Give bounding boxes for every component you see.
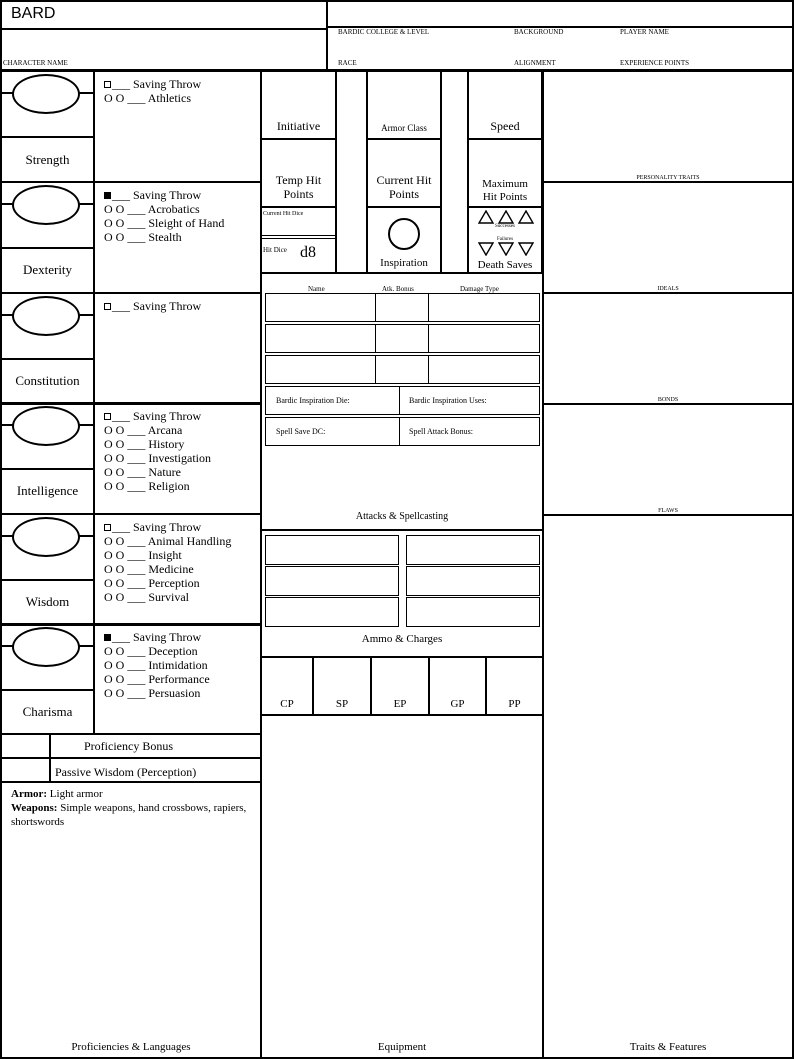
- intelligence-skills-box: [93, 402, 262, 515]
- skill-nature[interactable]: O O ___ Nature: [104, 465, 181, 479]
- ammo-field[interactable]: [265, 566, 399, 596]
- temp-hp-label: Temp Hit Points: [275, 173, 322, 201]
- temp-hp-box[interactable]: [260, 138, 337, 208]
- strength-score-box[interactable]: [0, 70, 95, 183]
- attacks-box: [260, 272, 544, 531]
- hit-dice-label: Hit Dice: [263, 246, 287, 254]
- bonds-box[interactable]: [542, 292, 794, 405]
- wisdom-label: Wisdom: [25, 594, 70, 609]
- personality-traits-label: PERSONALITY TRAITS: [636, 175, 700, 181]
- player-name-label[interactable]: PLAYER NAME: [620, 28, 669, 36]
- attack-row[interactable]: [265, 293, 540, 322]
- skill-history[interactable]: O O ___ History: [104, 437, 185, 451]
- skill-arcana[interactable]: O O ___ Arcana: [104, 423, 183, 437]
- inspiration-die-field[interactable]: [265, 386, 540, 415]
- traits-features-box[interactable]: [542, 514, 794, 1059]
- attack-row[interactable]: [265, 355, 540, 384]
- max-hp-box[interactable]: [467, 138, 543, 208]
- skill-religion[interactable]: O O ___ Religion: [104, 479, 190, 493]
- armor-line: Armor: Light armor: [11, 788, 103, 800]
- passive-wisdom-label: Passive Wisdom (Perception): [55, 765, 197, 779]
- failures-label: Failures: [496, 237, 514, 242]
- spacer-box-2: [440, 70, 469, 274]
- dexterity-label: Dexterity: [22, 262, 73, 277]
- ideals-label: IDEALS: [657, 286, 679, 292]
- wisdom-score-box[interactable]: [0, 513, 95, 626]
- skill-acrobatics[interactable]: O O ___ Acrobatics: [104, 202, 200, 216]
- charisma-label: Charisma: [22, 704, 73, 719]
- equipment-footer: Equipment: [377, 1041, 427, 1053]
- strength-modifier-oval[interactable]: [12, 74, 80, 114]
- charisma-skills-box: [93, 623, 262, 735]
- intelligence-label: Intelligence: [16, 483, 79, 498]
- speed-box[interactable]: [467, 70, 543, 140]
- save-proficiency-checkbox[interactable]: [104, 303, 111, 310]
- wisdom-modifier-oval[interactable]: [12, 517, 80, 557]
- skill-persuasion[interactable]: O O ___ Persuasion: [104, 686, 201, 700]
- dexterity-score-box[interactable]: [0, 181, 95, 294]
- race-label[interactable]: RACE: [338, 59, 357, 67]
- strength-label: Strength: [25, 152, 70, 167]
- background-label[interactable]: BACKGROUND: [514, 28, 564, 36]
- successes-label: Successes: [495, 224, 515, 229]
- wisdom-skills-box: [93, 513, 262, 626]
- ammo-footer: Ammo & Charges: [361, 633, 443, 645]
- ammo-field[interactable]: [406, 535, 540, 565]
- success-triangle[interactable]: [518, 210, 534, 224]
- constitution-saving-throw[interactable]: ___ Saving Throw: [104, 299, 201, 313]
- failure-triangle[interactable]: [478, 242, 494, 256]
- attack-bonus-header: Atk. Bonus: [382, 285, 414, 293]
- traits-features-footer: Traits & Features: [629, 1041, 707, 1053]
- skill-intimidation[interactable]: O O ___ Intimidation: [104, 658, 208, 672]
- initiative-box[interactable]: [260, 70, 337, 140]
- passive-wisdom-row[interactable]: [0, 757, 262, 783]
- proficiency-bonus-label: Proficiency Bonus: [84, 739, 173, 753]
- class-title: BARD: [11, 5, 56, 22]
- success-triangles: [478, 210, 538, 224]
- success-triangle[interactable]: [498, 210, 514, 224]
- wisdom-saving-throw[interactable]: ___ Saving Throw: [104, 520, 201, 534]
- weapons-line: Weapons: Simple weapons, hand crossbows, rapiers, shortswords: [11, 802, 247, 828]
- coin-ep[interactable]: [370, 656, 430, 716]
- skill-stealth[interactable]: O O ___ Stealth: [104, 230, 182, 244]
- save-proficiency-checkbox[interactable]: [104, 634, 111, 641]
- character-details-box: [326, 0, 794, 71]
- ammo-field[interactable]: [406, 566, 540, 596]
- constitution-label: Constitution: [15, 373, 80, 388]
- hit-dice-value: d8: [300, 244, 316, 261]
- skill-performance[interactable]: O O ___ Performance: [104, 672, 210, 686]
- armor-class-box[interactable]: [366, 70, 442, 140]
- skill-investigation[interactable]: O O ___ Investigation: [104, 451, 211, 465]
- intelligence-saving-throw[interactable]: ___ Saving Throw: [104, 409, 201, 423]
- coin-label: SP: [335, 698, 349, 710]
- coin-gp[interactable]: [428, 656, 487, 716]
- attacks-footer: Attacks & Spellcasting: [355, 511, 449, 522]
- save-proficiency-checkbox[interactable]: [104, 413, 111, 420]
- failure-triangle[interactable]: [498, 242, 514, 256]
- inspiration-circle[interactable]: [388, 218, 420, 250]
- charisma-modifier-oval[interactable]: [12, 627, 80, 667]
- save-proficiency-checkbox[interactable]: [104, 524, 111, 531]
- skill-insight[interactable]: O O ___ Insight: [104, 548, 182, 562]
- ammo-box: [260, 529, 544, 658]
- inspiration-die-label: Bardic Inspiration Die:: [276, 396, 350, 405]
- coin-pp[interactable]: [485, 656, 544, 716]
- skill-athletics[interactable]: O O ___ Athletics: [104, 91, 192, 105]
- inspiration-box[interactable]: [366, 206, 442, 274]
- intelligence-modifier-oval[interactable]: [12, 406, 80, 446]
- character-name-label: CHARACTER NAME: [3, 59, 68, 67]
- dexterity-skills-box: [93, 181, 262, 294]
- skill-sleight-of-hand[interactable]: O O ___ Sleight of Hand: [104, 216, 225, 230]
- skill-animal-handling[interactable]: O O ___ Animal Handling: [104, 534, 232, 548]
- charisma-score-box[interactable]: [0, 623, 95, 735]
- attack-row[interactable]: [265, 324, 540, 353]
- dexterity-saving-throw[interactable]: ___ Saving Throw: [104, 188, 201, 202]
- spell-save-field[interactable]: [265, 417, 540, 446]
- coin-label: PP: [508, 698, 521, 710]
- armor-class-label: Armor Class: [381, 123, 427, 133]
- dexterity-modifier-oval[interactable]: [12, 185, 80, 225]
- current-hp-label: Current Hit Points: [376, 173, 432, 201]
- ideals-box[interactable]: [542, 181, 794, 294]
- ammo-field[interactable]: [265, 597, 399, 627]
- skill-survival[interactable]: O O ___ Survival: [104, 590, 190, 604]
- skill-medicine[interactable]: O O ___ Medicine: [104, 562, 194, 576]
- experience-label[interactable]: EXPERIENCE POINTS: [620, 59, 690, 67]
- current-hit-dice-label: Current Hit Dice: [263, 211, 304, 217]
- speed-label: Speed: [490, 119, 520, 133]
- coin-cp[interactable]: [260, 656, 314, 716]
- skill-perception[interactable]: O O ___ Perception: [104, 576, 200, 590]
- intelligence-score-box[interactable]: [0, 402, 95, 515]
- save-proficiency-checkbox[interactable]: [104, 192, 111, 199]
- hit-dice-box[interactable]: [260, 206, 337, 274]
- death-saves-box[interactable]: [467, 206, 543, 274]
- current-hp-box[interactable]: [366, 138, 442, 208]
- ammo-field[interactable]: [265, 535, 399, 565]
- success-triangle[interactable]: [478, 210, 494, 224]
- strength-skills-box: [93, 70, 262, 183]
- proficiency-bonus-row[interactable]: [0, 733, 262, 759]
- inspiration-label: Inspiration: [380, 257, 428, 269]
- proficiencies-footer: Proficiencies & Languages: [71, 1041, 191, 1053]
- alignment-label[interactable]: ALIGNMENT: [514, 59, 556, 67]
- personality-traits-box[interactable]: [542, 70, 794, 183]
- failure-triangle[interactable]: [518, 242, 534, 256]
- initiative-label: Initiative: [276, 119, 321, 133]
- character-name-box[interactable]: [0, 0, 328, 71]
- spell-save-label: Spell Save DC:: [276, 427, 326, 436]
- strength-saving-throw[interactable]: ___ Saving Throw: [104, 77, 201, 91]
- bonds-label: BONDS: [657, 397, 679, 403]
- coin-sp[interactable]: [312, 656, 372, 716]
- inspiration-uses-label: Bardic Inspiration Uses:: [409, 396, 487, 405]
- flaws-box[interactable]: [542, 403, 794, 516]
- charisma-saving-throw[interactable]: ___ Saving Throw: [104, 630, 201, 644]
- failure-triangles: [478, 242, 538, 256]
- constitution-skills-box: [93, 292, 262, 405]
- spell-attack-label: Spell Attack Bonus:: [409, 427, 473, 436]
- flaws-label: FLAWS: [658, 508, 678, 514]
- coin-label: EP: [393, 698, 407, 710]
- coin-label: CP: [280, 698, 294, 710]
- skill-deception[interactable]: O O ___ Deception: [104, 644, 198, 658]
- constitution-modifier-oval[interactable]: [12, 296, 80, 336]
- attack-name-header: Name: [308, 285, 325, 293]
- coin-label: GP: [450, 698, 465, 710]
- constitution-score-box[interactable]: [0, 292, 95, 405]
- bardic-college-label[interactable]: BARDIC COLLEGE & LEVEL: [338, 28, 430, 36]
- proficiencies-box[interactable]: [0, 781, 262, 1059]
- damage-type-header: Damage Type: [460, 285, 499, 293]
- equipment-box[interactable]: [260, 714, 544, 1059]
- save-proficiency-checkbox[interactable]: [104, 81, 111, 88]
- death-saves-label: Death Saves: [477, 259, 533, 271]
- ammo-field[interactable]: [406, 597, 540, 627]
- spacer-box-1: [335, 70, 368, 274]
- max-hp-label: Maximum Hit Points: [482, 178, 528, 203]
